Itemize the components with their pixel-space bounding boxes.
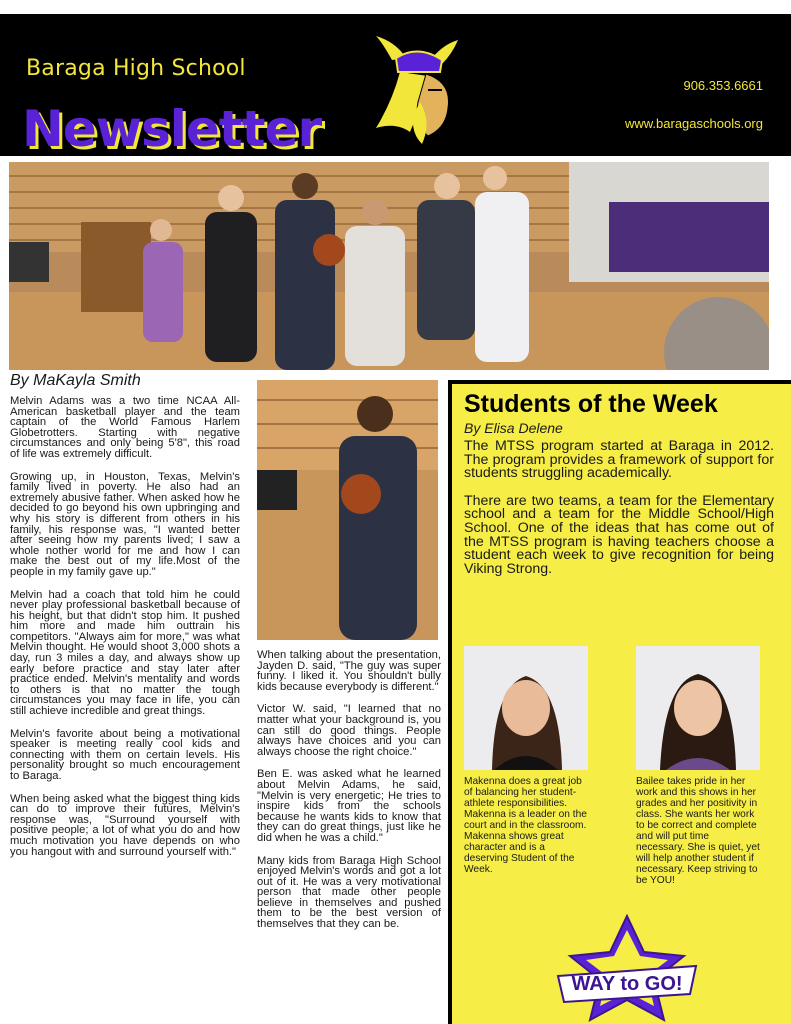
students-of-the-week-panel — [448, 380, 791, 1024]
article-paragraph: Growing up, in Houston, Texas, Melvin's family lived in poverty. He also had an extremely abusive father. When asked how he decided to go beyond his own upbringing and why his story is different from others in his family, his response was, "I wanted better after seeing how my parents lived; I saw a whole nother world for me and how I can make the best out of my life.Most of the people in my family gave up." — [10, 470, 240, 578]
newsletter-title: Newsletter — [22, 100, 322, 158]
student-caption-makenna: Makenna does a great job of balancing her student-athlete responsibilities. Makenna is a leader on the court and in the classroom. Makenna shows great character and is a deserving Student of the Week. — [464, 776, 587, 875]
viking-logo — [362, 32, 472, 152]
student-photo-makenna — [464, 646, 588, 770]
article-byline: By MaKayla Smith — [10, 372, 141, 389]
article-paragraph: Melvin's favorite about being a motivational speaker is meeting really cool kids and connecting with them on certain levels. His personality brought so much encouragement to Baraga. — [10, 727, 240, 782]
assembly-group-photo — [9, 162, 769, 370]
article-paragraph: Ben E. was asked what he learned about Melvin Adams, he said, "Melvin is very energetic; He tries to inspire kids from the schools because he wants kids to know that they can do great things, just like he did when he was a child." — [257, 768, 441, 844]
student-photo-bailee — [636, 646, 760, 770]
sotw-body — [464, 440, 774, 590]
article-paragraph: Melvin Adams was a two time NCAA All-American basketball player and the team captain of the World Famous Harlem Globetrotters. Starting with negative circumstances and only being 5'8", this road of life was extremely difficult. — [10, 395, 240, 460]
way-to-go-badge — [552, 914, 702, 1024]
masthead — [0, 14, 791, 156]
sotw-paragraph: The MTSS program started at Baraga in 2012. The program provides a framework of support for students struggling academically. — [464, 438, 774, 482]
sotw-byline: By Elisa Delene — [464, 420, 563, 436]
article-paragraph: When talking about the presentation, Jayden D. said, "The guy was super funny. I liked it. You shouldn't bully kids because everybody is different." — [257, 649, 441, 693]
article-paragraph: When being asked what the biggest thing kids can do to improve their futures, Melvin's response was, "Surround yourself with positive people; a lot of what you do and how much motivation you have depends on who you hangout with and surround yourself with." — [10, 792, 240, 858]
school-name: Baraga High School — [26, 56, 246, 81]
article-paragraph: Victor W. said, "I learned that no matter what your background is, you can still do good things. People always have choices and you can always choose the right choice." — [257, 703, 441, 758]
speaker-photo — [257, 380, 438, 640]
badge-text: WAY to GO! — [571, 973, 683, 995]
article-column-1 — [10, 396, 240, 869]
phone-number: 906.353.6661 — [683, 78, 763, 93]
sotw-title: Students of the Week — [464, 390, 718, 418]
article-column-2 — [257, 650, 441, 942]
sotw-paragraph: There are two teams, a team for the Elementary school and a team for the Middle School/High School. One of the ideas that has come out of the MTSS program is having teachers choose a student each week to give recognition for being Viking Strong. — [464, 492, 774, 577]
website-link[interactable]: www.baragaschools.org — [624, 116, 763, 131]
article-paragraph: Melvin had a coach that told him he could never play professional basketball because of his height, but that didn't stop him. It pushed him more and made him outtrain his competitors. "Always aim for more," was what Melvin thought. He would shoot 3,000 shots a day, run 3 miles a day, and always show up early before practice and stay later after practice ended. Melvin's mentality and words to others is that no matter the tough circumstances you may face in life, you can still achieve incredible and great things. — [10, 588, 240, 718]
student-caption-bailee: Bailee takes pride in her work and this shows in her grades and her positivity in class. She wants her work to be correct and complete and will put time necessary. She is quiet, yet will help another student if necessary. Keep striving to be YOU! — [636, 776, 760, 886]
article-paragraph: Many kids from Baraga High School enjoyed Melvin's words and got a lot out of it. He was a very motivational person that made other people believe in themselves and pushed them to be the best version of themselves that they can be. — [257, 854, 441, 931]
